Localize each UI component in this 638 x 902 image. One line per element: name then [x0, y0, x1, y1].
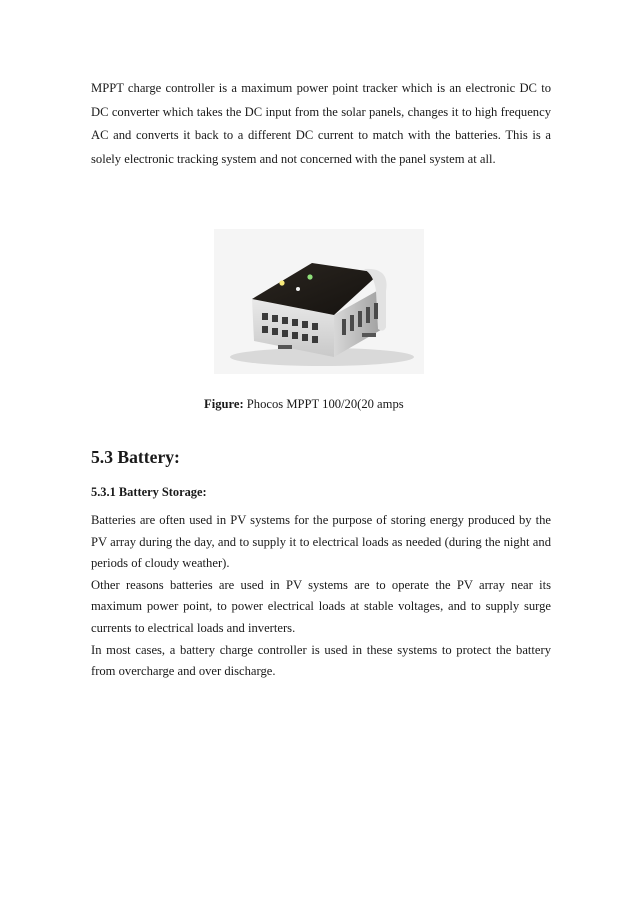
figure-caption-label: Figure:: [204, 397, 244, 411]
mppt-controller-photo: [214, 229, 424, 374]
battery-paragraph: Other reasons batteries are used in PV systems are to operate the PV array near its maximum power point, to power electrical loads at stable voltages, and to supply surge currents to electrical loads and inverters.: [91, 577, 551, 635]
mppt-controller-illustration: [214, 229, 424, 374]
figure-caption: [204, 397, 404, 412]
subsection-heading: 5.3.1 Battery Storage:: [91, 485, 207, 499]
battery-paragraph: In most cases, a battery charge controller is used in these systems to protect the battery from overcharge and over discharge.: [91, 642, 551, 679]
battery-paragraph: Batteries are often used in PV systems for the purpose of storing energy produced by the PV array during the day, and to supply it to electrical loads as needed (during the night and periods of cloudy weather).: [91, 513, 551, 571]
mppt-paragraph: MPPT charge controller is a maximum power point tracker which is an electronic DC to DC converter which takes the DC input from the solar panels, changes it to high frequency AC and converts it back to a different DC current to match with the batteries. This is a solely electronic tracking system and not concerned with the panel system at all.: [91, 81, 551, 166]
battery-text-block: [91, 510, 551, 683]
section-heading: 5.3 Battery:: [91, 447, 180, 467]
figure-caption-text: Phocos MPPT 100/20(20 amps: [243, 397, 404, 411]
